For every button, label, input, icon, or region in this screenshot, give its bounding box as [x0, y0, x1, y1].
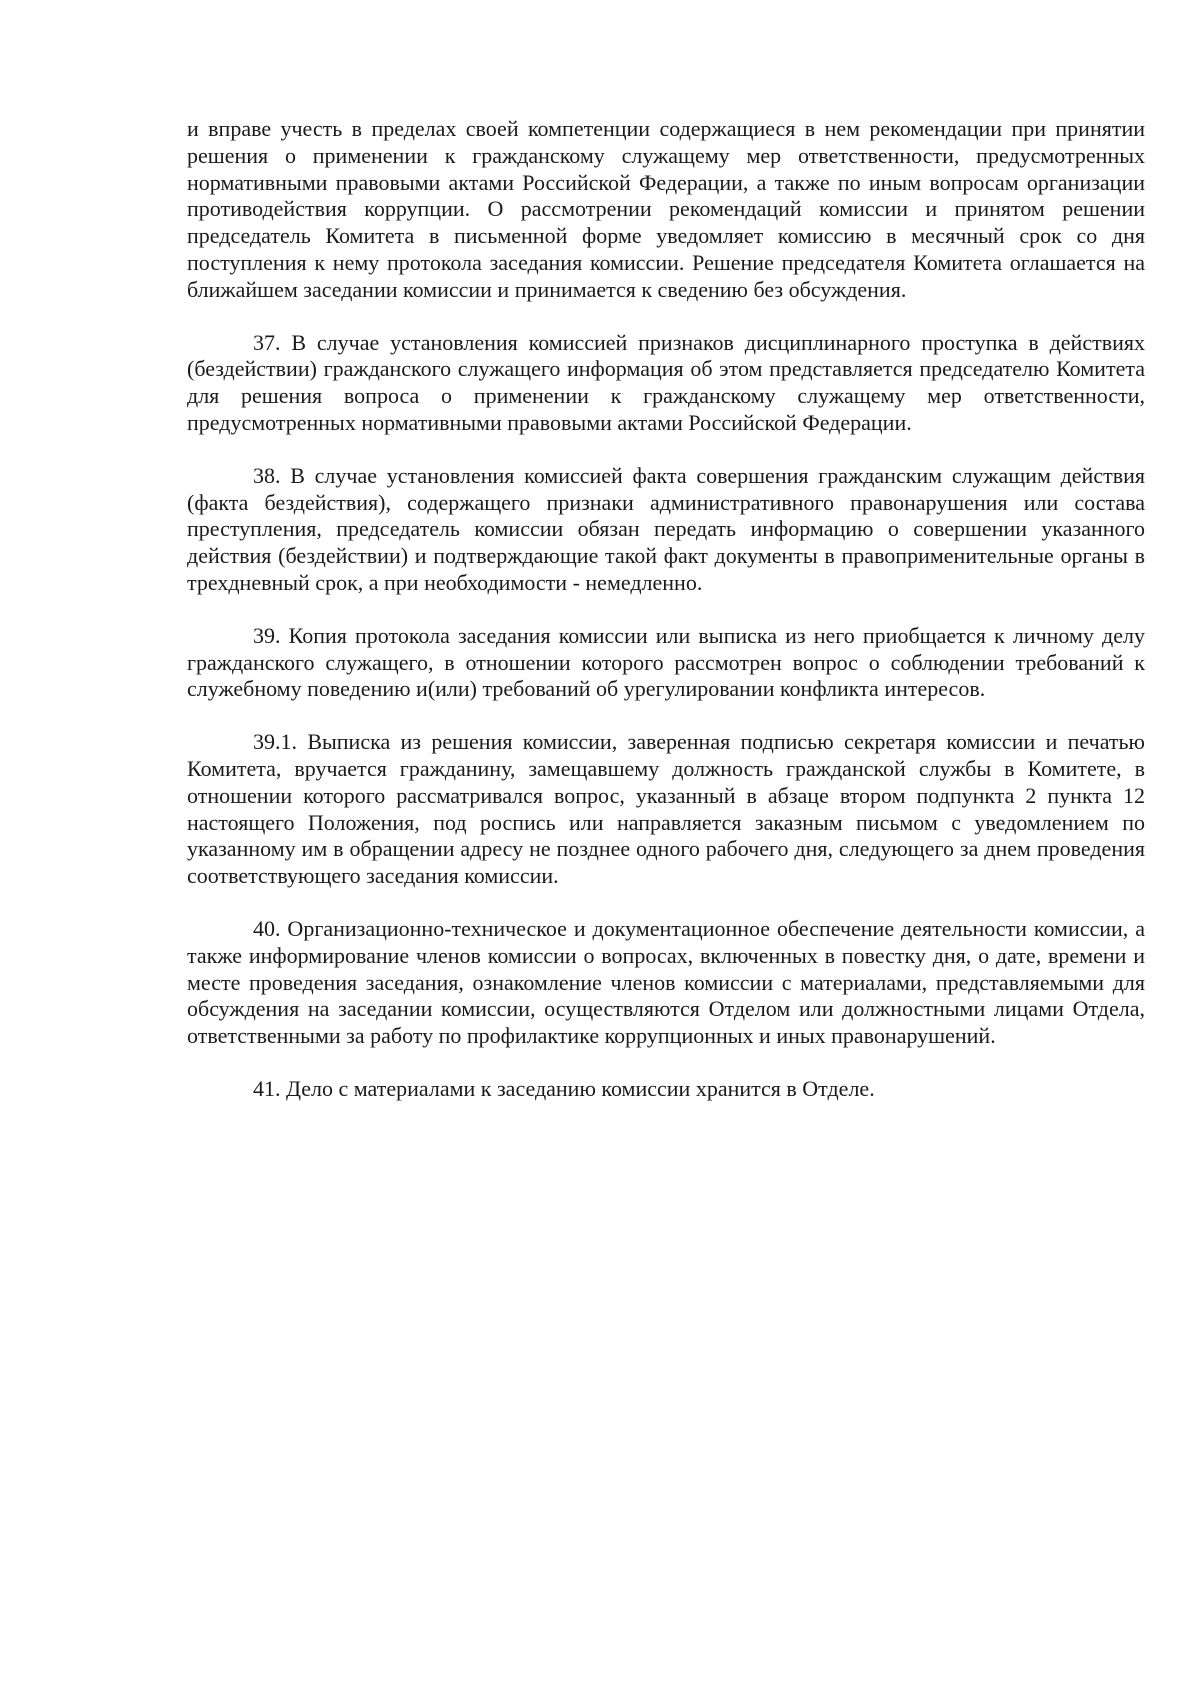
- paragraph-37: 37. В случае установления комиссией признаков дисциплинарного проступка в действиях (бездействии) гражданского служащего информация об этом представляется председателю Комитета для решения вопроса о применении к гражданскому служащему мер ответственности, предусмотренных нормативными правовыми актами Российской Федерации.: [187, 329, 1145, 435]
- paragraph-41: 41. Дело с материалами к заседанию комиссии хранится в Отделе.: [253, 1075, 875, 1101]
- paragraph-40: 40. Организационно-техническое и документационное обеспечение деятельности комиссии, а также информирование членов комиссии о вопросах, включенных в повестку дня, о дате, времени и месте проведения заседания, ознакомление членов комиссии с материалами, представляемыми для обсуждения на заседании комиссии, осуществляются Отделом или должностными лицами Отдела, ответственными за работу по профилактике коррупционных и иных правонарушений.: [187, 915, 1145, 1049]
- paragraph-39-1: 39.1. Выписка из решения комиссии, заверенная подписью секретаря комиссии и печатью Комитета, вручается гражданину, замещавшему должность гражданской службы в Комитете, в отношении которого рассматривался вопрос, указанный в абзаце втором подпункта 2 пункта 12 настоящего Положения, под роспись или направляется заказным письмом с уведомлением по указанному им в обращении адресу не позднее одного рабочего дня, следующего за днем проведения соответствующего заседания комиссии.: [187, 729, 1145, 889]
- paragraph-38: 38. В случае установления комиссией факта совершения гражданским служащим действия (факта бездействия), содержащего признаки административного правонарушения или состава преступления, председатель комиссии обязан передать информацию о совершении указанного действия (бездействии) и подтверждающие такой факт документы в правоприменительные органы в трехдневный срок, а при необходимости - немедленно.: [187, 462, 1145, 595]
- paragraph-continuation: и вправе учесть в пределах своей компетенции содержащиеся в нем рекомендации при принятии решения о применении к гражданскому служащему мер ответственности, предусмотренных нормативными правовыми актами Российской Федерации, а также по иным вопросам организации противодействия коррупции. О рассмотрении рекомендаций комиссии и принятом решении председатель Комитета в письменной форме уведомляет комиссию в месячный срок со дня поступления к нему протокола заседания комиссии. Решение председателя Комитета оглашается на ближайшем заседании комиссии и принимается к сведению без обсуждения.: [187, 116, 1145, 302]
- document-body: [187, 116, 1145, 1129]
- paragraph-39: 39. Копия протокола заседания комиссии или выписка из него приобщается к личному делу гражданского служащего, в отношении которого рассмотрен вопрос о соблюдении требований к служебному поведению и(или) требований об урегулировании конфликта интересов.: [187, 622, 1145, 702]
